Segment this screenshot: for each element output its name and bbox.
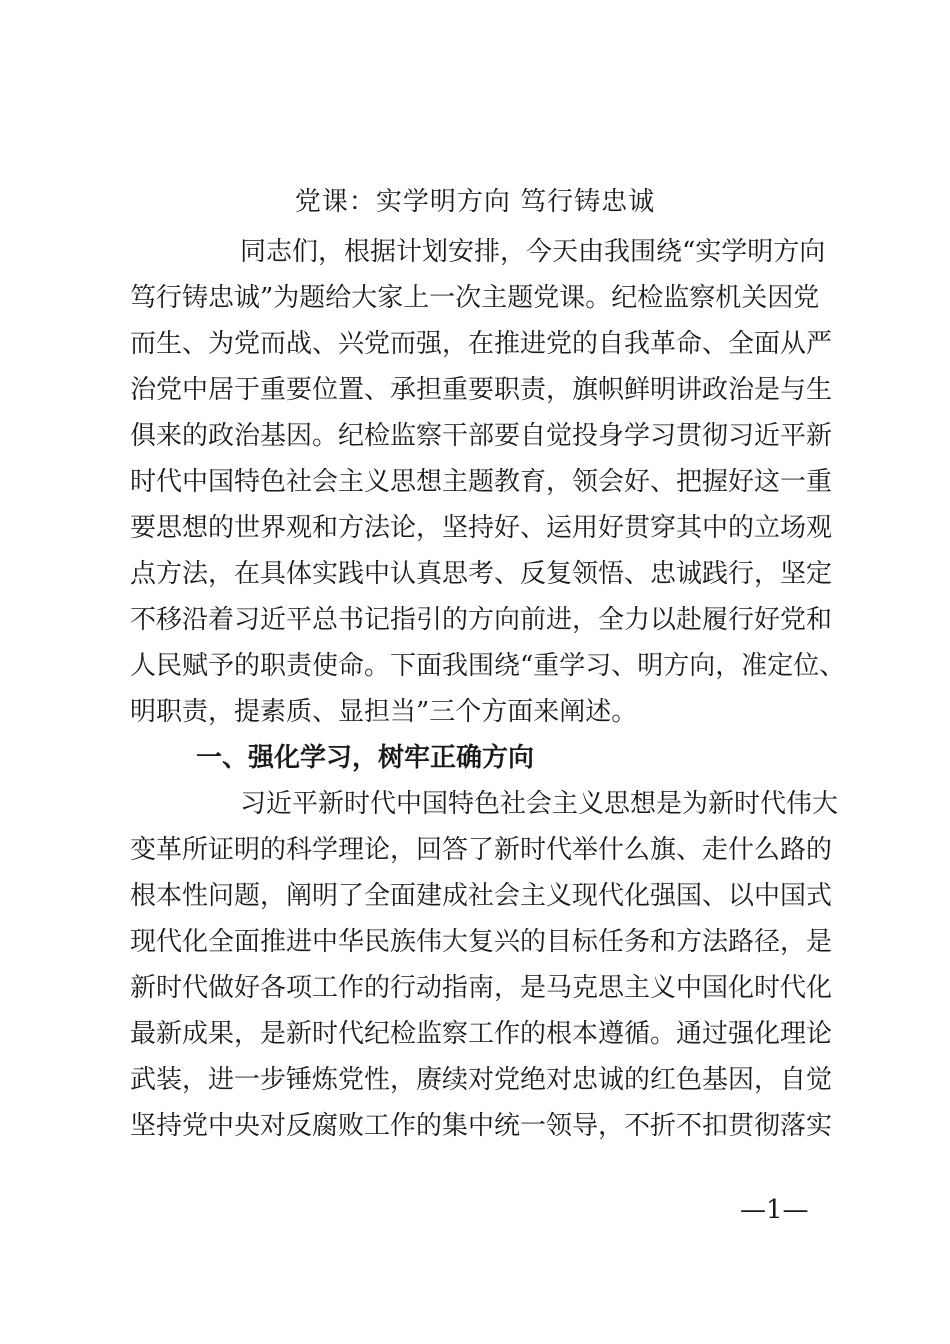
section-heading: 一、强化学习，树牢正确方向 <box>196 743 535 773</box>
paragraph-line: 俱来的政治基因。纪检监察干部要自觉投身学习贯彻习近平新 <box>130 421 833 451</box>
paragraph-line: 笃行铸忠诚”为题给大家上一次主题党课。纪检监察机关因党 <box>130 283 820 313</box>
paragraph-line: 同志们，根据计划安排，今天由我围绕“实学明方向 <box>240 237 826 267</box>
document-title: 党课：实学明方向 笃行铸忠诚 <box>294 187 656 217</box>
paragraph-line: 新时代做好各项工作的行动指南，是马克思主义中国化时代化 <box>130 973 833 1003</box>
paragraph-line: 武装，进一步锤炼党性，赓续对党绝对忠诚的红色基因，自觉 <box>130 1065 833 1095</box>
paragraph-line: 变革所证明的科学理论，回答了新时代举什么旗、走什么路的 <box>130 835 833 865</box>
paragraph-line: 根本性问题，阐明了全面建成社会主义现代化强国、以中国式 <box>130 881 833 911</box>
paragraph-line: 最新成果，是新时代纪检监察工作的根本遵循。通过强化理论 <box>130 1019 833 1049</box>
paragraph-line: 人民赋予的职责使命。下面我围绕“重学习、明方向，准定位、 <box>130 651 846 681</box>
paragraph-line: 习近平新时代中国特色社会主义思想是为新时代伟大 <box>240 789 839 819</box>
page-number: —1— <box>740 1195 809 1225</box>
paragraph-line: 不移沿着习近平总书记指引的方向前进，全力以赴履行好党和 <box>130 605 833 635</box>
paragraph-line: 要思想的世界观和方法论，坚持好、运用好贯穿其中的立场观 <box>130 513 833 543</box>
paragraph-line: 点方法，在具体实践中认真思考、反复领悟、忠诚践行，坚定 <box>130 559 833 589</box>
paragraph-line: 现代化全面推进中华民族伟大复兴的目标任务和方法路径，是 <box>130 927 833 957</box>
paragraph-line: 明职责，提素质、显担当”三个方面来阐述。 <box>130 697 638 727</box>
paragraph-line: 坚持党中央对反腐败工作的集中统一领导，不折不扣贯彻落实 <box>130 1111 833 1141</box>
paragraph-line: 而生、为党而战、兴党而强，在推进党的自我革命、全面从严 <box>130 329 833 359</box>
paragraph-line: 治党中居于重要位置、承担重要职责，旗帜鲜明讲政治是与生 <box>130 375 833 405</box>
paragraph-line: 时代中国特色社会主义思想主题教育，领会好、把握好这一重 <box>130 467 833 497</box>
